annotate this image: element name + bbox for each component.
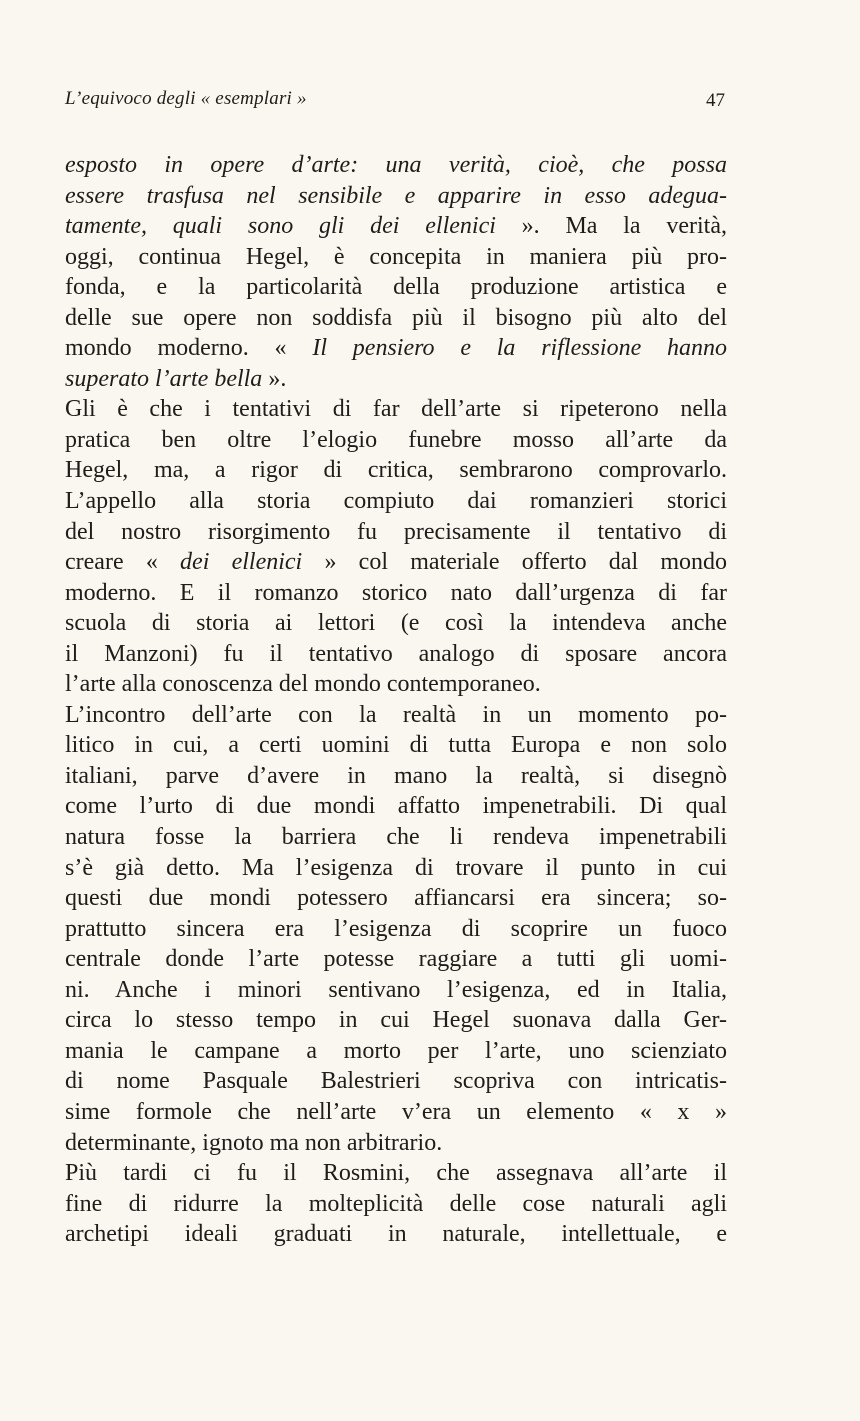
italic-text-segment: superato l’arte bella bbox=[65, 365, 263, 392]
text-segment: s’è già detto. Ma l’esigenza di trovare il punto in cui bbox=[65, 854, 727, 881]
text-segment: determinante, ignoto ma non arbitrario. bbox=[65, 1129, 443, 1156]
text-line bbox=[65, 608, 727, 639]
text-line bbox=[65, 455, 727, 486]
text-line bbox=[65, 486, 727, 517]
body-text bbox=[65, 150, 727, 1250]
text-segment: fine di ridurre la molteplicità delle cose naturali agli bbox=[65, 1190, 727, 1217]
text-segment: il Manzoni) fu il tentativo analogo di sposare ancora bbox=[65, 640, 727, 667]
italic-text-segment: Il pensiero e la riflessione hanno bbox=[312, 335, 727, 362]
text-line bbox=[65, 1036, 727, 1067]
text-line bbox=[65, 578, 727, 609]
page-number: 47 bbox=[706, 90, 725, 111]
text-segment: di nome Pasquale Balestrieri scopriva con intricatis- bbox=[65, 1068, 727, 1095]
text-line bbox=[65, 394, 727, 425]
text-segment: L’incontro dell’arte con la realtà in un momento po- bbox=[65, 701, 727, 728]
text-segment: ni. Anche i minori sentivano l’esigenza, ed in Italia, bbox=[65, 976, 727, 1003]
text-line bbox=[65, 975, 727, 1006]
text-segment: L’appello alla storia compiuto dai romanzieri storici bbox=[65, 488, 727, 515]
italic-text-segment: essere trasfusa nel sensibile e apparire in esso adegua- bbox=[65, 182, 727, 209]
running-head bbox=[65, 88, 725, 114]
text-line bbox=[65, 700, 727, 731]
text-segment: italiani, parve d’avere in mano la realtà, si disegnò bbox=[65, 762, 727, 789]
text-line bbox=[65, 181, 727, 212]
text-line bbox=[65, 791, 727, 822]
text-segment: fonda, e la particolarità della produzione artistica e bbox=[65, 274, 727, 301]
text-line bbox=[65, 669, 727, 700]
text-segment: ». Ma la verità, bbox=[495, 213, 727, 240]
text-line bbox=[65, 761, 727, 792]
text-line bbox=[65, 333, 727, 364]
text-segment: Più tardi ci fu il Rosmini, che assegnava all’arte il bbox=[65, 1160, 727, 1187]
text-line bbox=[65, 364, 727, 395]
text-segment: scuola di storia ai lettori (e così la intendeva anche bbox=[65, 610, 727, 637]
text-line bbox=[65, 1128, 727, 1159]
text-line bbox=[65, 1066, 727, 1097]
text-line bbox=[65, 242, 727, 273]
text-segment: mania le campane a morto per l’arte, uno scienziato bbox=[65, 1037, 727, 1064]
text-segment: come l’urto di due mondi affatto impenetrabili. Di qual bbox=[65, 793, 727, 820]
text-segment: moderno. E il romanzo storico nato dall’urgenza di far bbox=[65, 579, 727, 606]
text-segment: litico in cui, a certi uomini di tutta Europa e non solo bbox=[65, 732, 727, 759]
text-line bbox=[65, 730, 727, 761]
text-line bbox=[65, 425, 727, 456]
text-segment: del nostro risorgimento fu precisamente il tentativo di bbox=[65, 518, 727, 545]
text-segment: pratica ben oltre l’elogio funebre mosso all’arte da bbox=[65, 426, 727, 453]
text-line bbox=[65, 547, 727, 578]
text-line bbox=[65, 517, 727, 548]
text-segment: sime formole che nell’arte v’era un elemento « x » bbox=[65, 1098, 727, 1125]
text-segment: » col materiale offerto dal mondo bbox=[302, 549, 727, 576]
text-line bbox=[65, 272, 727, 303]
text-line bbox=[65, 211, 727, 242]
text-segment: centrale donde l’arte potesse raggiare a tutti gli uomi- bbox=[65, 946, 727, 973]
text-segment: oggi, continua Hegel, è concepita in maniera più pro- bbox=[65, 243, 727, 270]
text-line bbox=[65, 883, 727, 914]
text-line bbox=[65, 1097, 727, 1128]
text-line bbox=[65, 1158, 727, 1189]
text-segment: archetipi ideali graduati in naturale, intellettuale, e bbox=[65, 1221, 727, 1248]
text-line bbox=[65, 822, 727, 853]
text-line bbox=[65, 1005, 727, 1036]
text-segment: delle sue opere non soddisfa più il bisogno più alto del bbox=[65, 304, 727, 331]
text-segment: natura fosse la barriera che li rendeva impenetrabili bbox=[65, 824, 727, 851]
text-segment: questi due mondi potessero affiancarsi era sincera; so- bbox=[65, 885, 727, 912]
text-segment: Hegel, ma, a rigor di critica, sembrarono comprovarlo. bbox=[65, 457, 727, 484]
italic-text-segment: dei ellenici bbox=[180, 549, 303, 576]
italic-text-segment: tamente, quali sono gli dei ellenici bbox=[65, 213, 496, 240]
text-line bbox=[65, 1189, 727, 1220]
text-segment: l’arte alla conoscenza del mondo contemporaneo. bbox=[65, 671, 541, 698]
text-segment: circa lo stesso tempo in cui Hegel suonava dalla Ger- bbox=[65, 1007, 727, 1034]
text-line bbox=[65, 944, 727, 975]
italic-text-segment: esposto in opere d’arte: una verità, cioè, che possa bbox=[65, 152, 727, 178]
text-line bbox=[65, 853, 727, 884]
text-segment: creare « bbox=[65, 549, 181, 576]
text-line bbox=[65, 150, 727, 181]
text-line bbox=[65, 1219, 727, 1250]
text-line bbox=[65, 914, 727, 945]
text-segment: mondo moderno. « bbox=[65, 335, 313, 362]
text-line bbox=[65, 639, 727, 670]
text-segment: Gli è che i tentativi di far dell’arte si ripeterono nella bbox=[65, 396, 727, 423]
text-line bbox=[65, 303, 727, 334]
text-segment: prattutto sincera era l’esigenza di scoprire un fuoco bbox=[65, 915, 727, 942]
text-segment: ». bbox=[262, 365, 287, 392]
running-title: L’equivoco degli « esemplari » bbox=[65, 88, 307, 109]
